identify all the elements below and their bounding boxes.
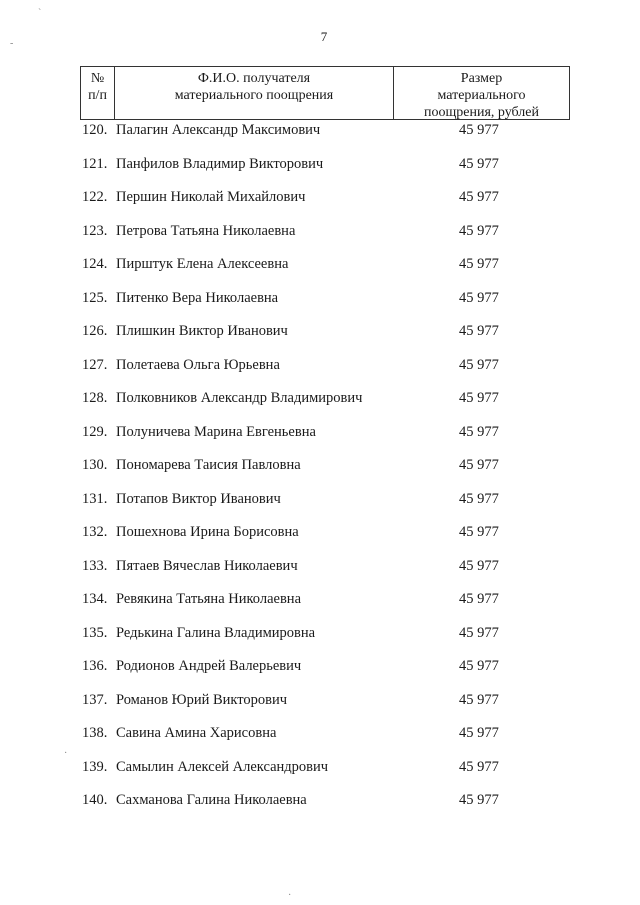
scan-mark: · xyxy=(64,748,68,759)
reward-amount: 45 977 xyxy=(459,758,499,775)
reward-amount: 45 977 xyxy=(459,490,499,507)
reward-amount: 45 977 xyxy=(459,356,499,373)
table-row xyxy=(0,556,640,590)
row-number: 121. xyxy=(82,155,108,172)
recipient-name: Пошехнова Ирина Борисовна xyxy=(116,524,299,540)
row-number: 126. xyxy=(82,323,108,339)
row-number: 134. xyxy=(82,591,108,607)
reward-amount: 45 977 xyxy=(459,524,499,540)
scan-mark: · xyxy=(288,890,292,901)
table-row xyxy=(0,757,640,791)
table-row xyxy=(0,690,640,724)
header-number: № п/п xyxy=(81,67,115,119)
scan-mark: - xyxy=(10,38,14,49)
recipient-name: Сахманова Галина Николаевна xyxy=(116,792,307,808)
reward-amount: 45 977 xyxy=(459,256,499,272)
recipient-name: Редькина Галина Владимировна xyxy=(116,624,316,641)
table-row xyxy=(0,455,640,489)
table-header xyxy=(80,66,570,120)
recipient-name: Пятаев Вячеслав Николаевич xyxy=(116,557,298,574)
reward-amount: 45 977 xyxy=(459,390,499,406)
recipient-name: Панфилов Владимир Викторович xyxy=(116,155,324,172)
table-row xyxy=(0,355,640,389)
row-number: 136. xyxy=(82,658,108,674)
recipient-name: Полковников Александр Владимирович xyxy=(116,390,363,406)
scan-mark: ` xyxy=(38,8,42,19)
recipient-name: Петрова Татьяна Николаевна xyxy=(116,222,296,239)
recipient-name: Савина Амина Харисовна xyxy=(116,725,277,741)
row-number: 139. xyxy=(82,758,108,775)
recipient-name: Полетаева Ольга Юрьевна xyxy=(116,356,280,373)
row-number: 127. xyxy=(82,356,108,373)
reward-amount: 45 977 xyxy=(459,557,499,574)
reward-amount: 45 977 xyxy=(459,423,499,440)
table-row xyxy=(0,656,640,690)
recipient-name: Самылин Алексей Александрович xyxy=(116,758,329,775)
page-number: 7 xyxy=(320,29,328,44)
table-row xyxy=(0,623,640,657)
row-number: 137. xyxy=(82,691,108,708)
reward-amount: 45 977 xyxy=(459,189,499,205)
recipient-name: Пономарева Таисия Павловна xyxy=(116,457,301,473)
row-number: 138. xyxy=(82,725,108,741)
table-row xyxy=(0,187,640,221)
recipient-name: Ревякина Татьяна Николаевна xyxy=(116,591,302,607)
recipient-name: Палагин Александр Максимович xyxy=(116,122,321,138)
reward-amount: 45 977 xyxy=(459,222,499,239)
recipient-name: Першин Николай Михайлович xyxy=(116,189,306,205)
recipient-name: Романов Юрий Викторович xyxy=(116,691,288,708)
reward-amount: 45 977 xyxy=(459,155,499,172)
recipient-name: Потапов Виктор Иванович xyxy=(116,490,281,507)
reward-amount: 45 977 xyxy=(459,792,499,808)
row-number: 120. xyxy=(82,122,108,138)
table-row xyxy=(0,723,640,757)
reward-amount: 45 977 xyxy=(459,323,499,339)
recipient-name: Питенко Вера Николаевна xyxy=(116,289,279,306)
row-number: 131. xyxy=(82,490,108,507)
row-number: 125. xyxy=(82,289,108,306)
table-row xyxy=(0,589,640,623)
reward-amount: 45 977 xyxy=(459,122,499,138)
row-number: 128. xyxy=(82,390,108,406)
header-amount: Размер материального поощрения, рублей xyxy=(423,71,539,120)
header-name: Ф.И.О. получателя материального поощрения xyxy=(115,67,394,119)
table-row xyxy=(0,790,640,824)
table-row xyxy=(0,120,640,154)
table-row xyxy=(0,422,640,456)
recipient-name: Плишкин Виктор Иванович xyxy=(116,323,288,339)
reward-amount: 45 977 xyxy=(459,725,499,741)
reward-amount: 45 977 xyxy=(459,457,499,473)
table-row xyxy=(0,489,640,523)
reward-amount: 45 977 xyxy=(459,658,499,674)
row-number: 130. xyxy=(82,457,108,473)
row-number: 135. xyxy=(82,624,108,641)
row-number: 124. xyxy=(82,256,108,272)
table-row xyxy=(0,154,640,188)
table-row xyxy=(0,388,640,422)
reward-amount: 45 977 xyxy=(459,591,499,607)
row-number: 122. xyxy=(82,189,108,205)
row-number: 132. xyxy=(82,524,108,540)
row-number: 129. xyxy=(82,423,108,440)
table-row xyxy=(0,254,640,288)
table-row xyxy=(0,221,640,255)
row-number: 133. xyxy=(82,557,108,574)
row-number: 123. xyxy=(82,222,108,239)
table-row xyxy=(0,522,640,556)
table-row xyxy=(0,321,640,355)
row-number: 140. xyxy=(82,792,108,808)
table-body xyxy=(0,120,640,824)
reward-amount: 45 977 xyxy=(459,624,499,641)
table-row xyxy=(0,288,640,322)
recipient-name: Полуничева Марина Евгеньевна xyxy=(116,423,316,440)
reward-amount: 45 977 xyxy=(459,289,499,306)
recipient-name: Родионов Андрей Валерьевич xyxy=(116,658,302,674)
recipient-name: Пирштук Елена Алексеевна xyxy=(116,256,289,272)
reward-amount: 45 977 xyxy=(459,691,499,708)
